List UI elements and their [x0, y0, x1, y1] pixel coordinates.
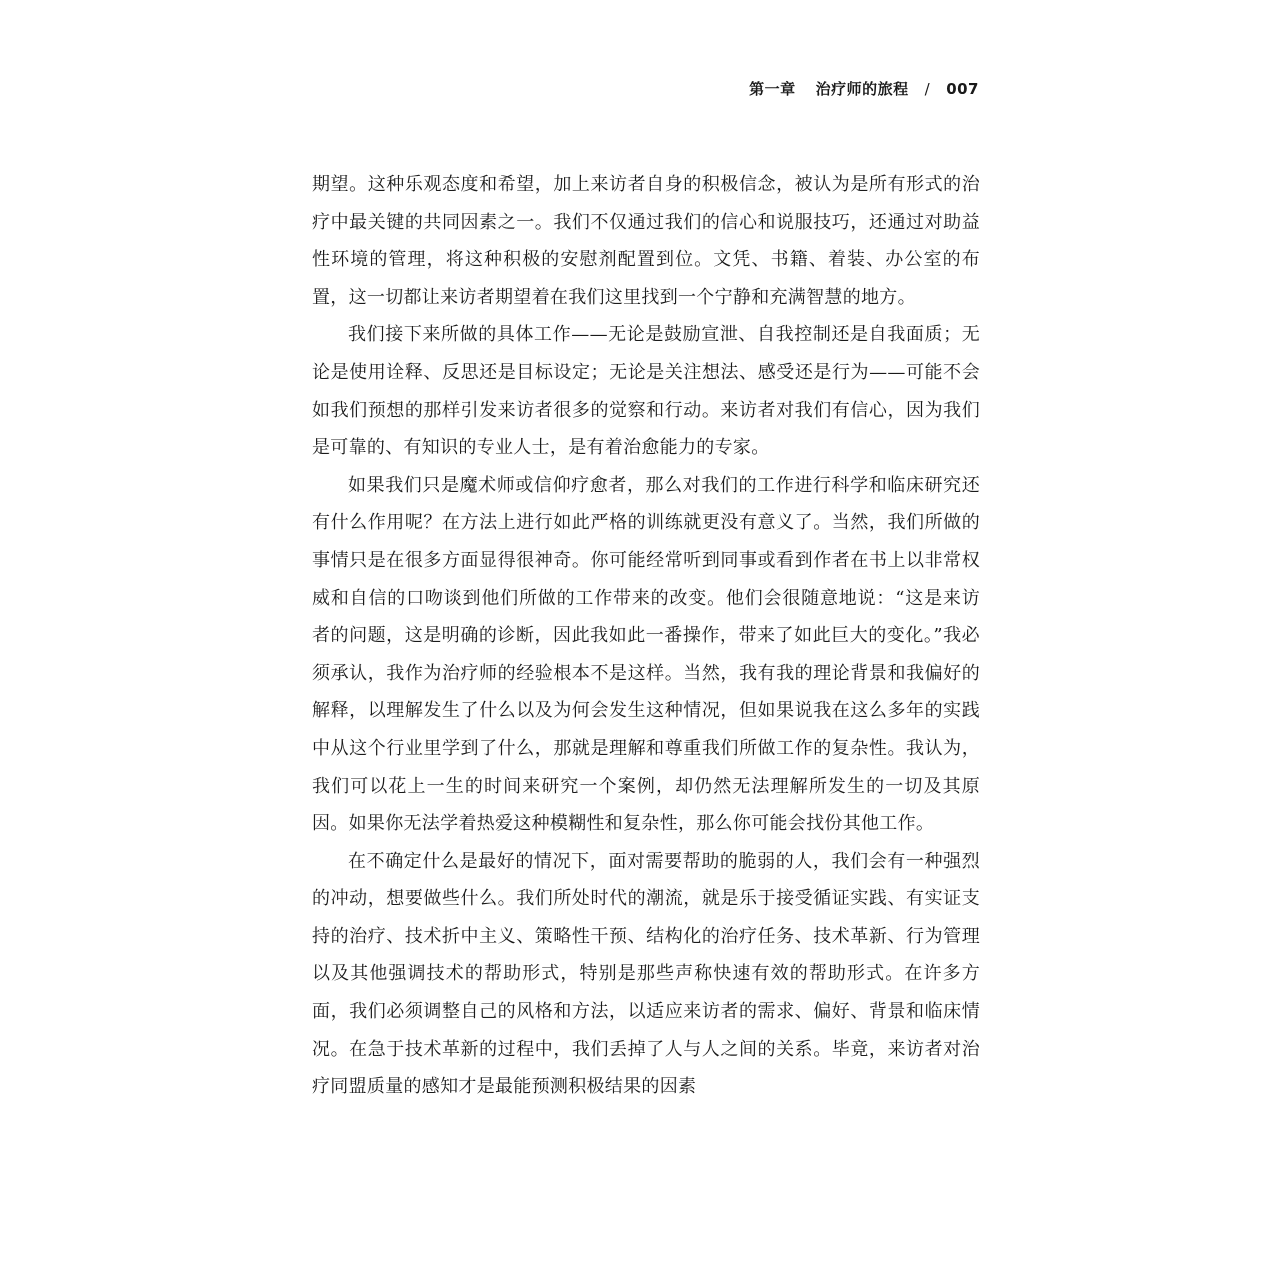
paragraph-continued: 期望。这种乐观态度和希望，加上来访者自身的积极信念，被认为是所有形式的治疗中最关键的共同因素之一。我们不仅通过我们的信心和说服技巧，还通过对助益性环境的管理，将这种积极的安慰剂配置到位。文凭、书籍、着装、办公室的布置，这一切都让来访者期望着在我们这里找到一个宁静和充满智慧的地方。 [312, 174, 980, 308]
chapter-title: 治疗师的旅程 [815, 80, 909, 98]
chapter-number: 第一章 [749, 80, 796, 98]
running-header [749, 78, 979, 99]
paragraph: 我们接下来所做的具体工作——无论是鼓励宣泄、自我控制还是自我面质；无论是使用诠释、反思还是目标设定；无论是关注想法、感受还是行为——可能不会如我们预想的那样引发来访者很多的觉察和行动。来访者对我们有信心，因为我们是可靠的、有知识的专业人士，是有着治愈能力的专家。 [312, 324, 980, 459]
paragraph: 在不确定什么是最好的情况下，面对需要帮助的脆弱的人，我们会有一种强烈的冲动，想要做些什么。我们所处时代的潮流，就是乐于接受循证实践、有实证支持的治疗、技术折中主义、策略性干预、结构化的治疗任务、技术革新、行为管理以及其他强调技术的帮助形式，特别是那些声称快速有效的帮助形式。在许多方面，我们必须调整自己的风格和方法，以适应来访者的需求、偏好、背景和临床情况。在急于技术革新的过程中，我们丢掉了人与人之间的关系。毕竟，来访者对治疗同盟质量的感知才是最能预测积极结果的因素 [312, 850, 980, 1098]
header-separator: / [924, 80, 931, 98]
page-number: 007 [946, 80, 979, 98]
body-text [312, 166, 980, 1106]
paragraph: 如果我们只是魔术师或信仰疗愈者，那么对我们的工作进行科学和临床研究还有什么作用呢？在方法上进行如此严格的训练就更没有意义了。当然，我们所做的事情只是在很多方面显得很神奇。你可能经常听到同事或看到作者在书上以非常权威和自信的口吻谈到他们所做的工作带来的改变。他们会很随意地说：“这是来访者的问题，这是明确的诊断，因此我如此一番操作，带来了如此巨大的变化。”我必须承认，我作为治疗师的经验根本不是这样。当然，我有我的理论背景和我偏好的解释，以理解发生了什么以及为何会发生这种情况，但如果说我在这么多年的实践中从这个行业里学到了什么，那就是理解和尊重我们所做工作的复杂性。我认为，我们可以花上一生的时间来研究一个案例，却仍然无法理解所发生的一切及其原因。如果你无法学着热爱这种模糊性和复杂性，那么你可能会找份其他工作。 [312, 474, 980, 835]
